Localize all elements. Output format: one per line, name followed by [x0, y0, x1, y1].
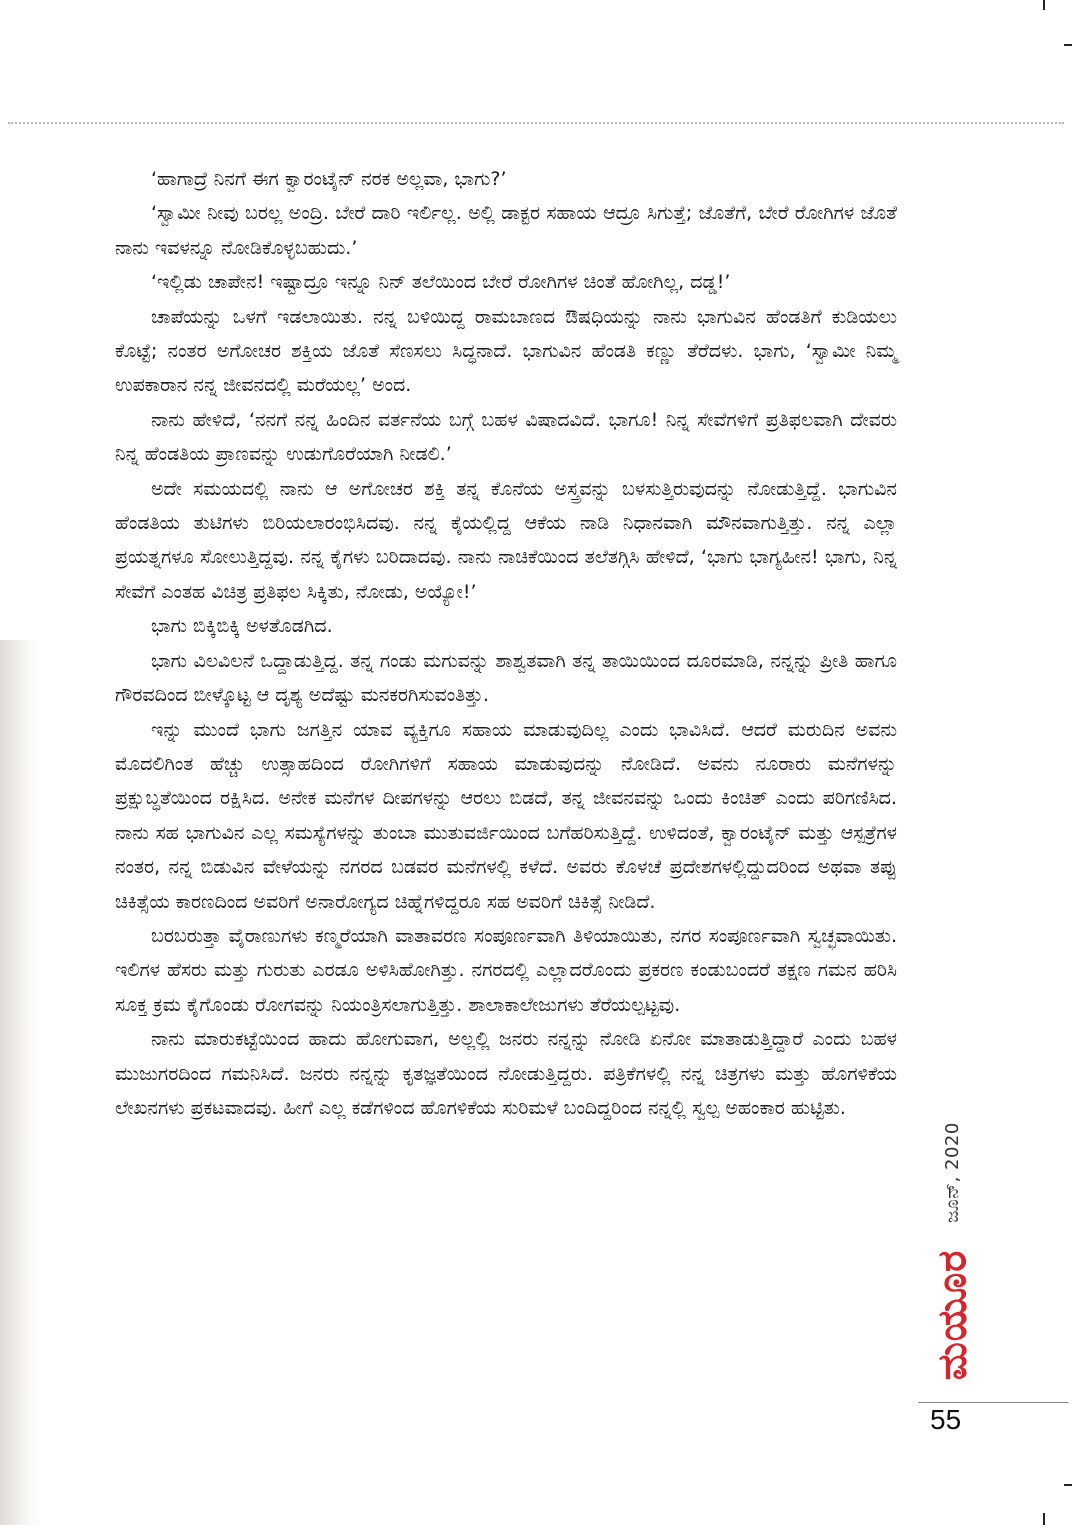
paragraph: ಇನ್ನು ಮುಂದೆ ಭಾಗು ಜಗತ್ತಿನ ಯಾವ ವ್ಯಕ್ತಿಗೂ ಸಹಾಯ ಮಾಡುವುದಿಲ್ಲ ಎಂದು ಭಾವಿಸಿದೆ. ಆದರೆ ಮರುದಿನ ಅವನು ಮೊದಲಿಗಿಂತ ಹೆಚ್ಚು ಉತ್ಸಾಹದಿಂದ ರೋಗಿಗಳಿಗೆ ಸಹಾಯ ಮಾಡುವುದನ್ನು ನೋಡಿದೆ. ಅವನು ನೂರಾರು ಮನೆಗಳನ್ನು ಪ್ರಕ್ಷುಬ್ಧತೆಯಿಂದ ರಕ್ಷಿಸಿದ. ಅನೇಕ ಮನೆಗಳ ದೀಪಗಳನ್ನು ಆರಲು ಬಿಡದೆ, ತನ್ನ ಜೀವನವನ್ನು ಒಂದು ಕಿಂಚಿತ್ ಎಂದು ಪರಿಗಣಿಸಿದ. ನಾನು ಸಹ ಭಾಗುವಿನ ಎಲ್ಲ ಸಮಸ್ಯೆಗಳನ್ನು ತುಂಬಾ ಮುತುವರ್ಜಿಯಿಂದ ಬಗೆಹರಿಸುತ್ತಿದ್ದೆ. ಉಳಿದಂತೆ, ಕ್ವಾರಂಟೈನ್ ಮತ್ತು ಆಸ್ಪತ್ರೆಗಳ ನಂತರ, ನನ್ನ ಬಿಡುವಿನ ವೇಳೆಯನ್ನು ನಗರದ ಬಡವರ ಮನೆಗಳಲ್ಲಿ ಕಳೆದೆ. ಅವರು ಕೊಳಚೆ ಪ್ರದೇಶಗಳಲ್ಲಿದ್ದುದರಿಂದ ಅಥವಾ ತಪ್ಪು ಚಿಕಿತ್ಸೆಯ ಕಾರಣದಿಂದ ಅವರಿಗೆ ಅನಾರೋಗ್ಯದ ಚಿಹ್ನೆಗಳಿದ್ದರೂ ಸಹ ಅವರಿಗೆ ಚಿಕಿತ್ಸೆ ನೀಡಿದೆ.: [115, 718, 897, 913]
footer-rule: [918, 1402, 1068, 1403]
crop-mark-bottom-right: [1064, 1484, 1072, 1486]
crop-mark-right: [1064, 44, 1072, 46]
paragraph: ನಾನು ಹೇಳಿದೆ, ‘ನನಗೆ ನನ್ನ ಹಿಂದಿನ ವರ್ತನೆಯ ಬಗ್ಗೆ ಬಹಳ ವಿಷಾದವಿದೆ. ಭಾಗೂ! ನಿನ್ನ ಸೇವೆಗಳಿಗೆ ಪ್ರತಿಫಲವಾಗಿ ದೇವರು ನಿನ್ನ ಹೆಂಡತಿಯ ಪ್ರಾಣವನ್ನು ಉಡುಗೊರೆಯಾಗಿ ನೀಡಲಿ.’: [115, 408, 897, 466]
paragraph: ಅದೇ ಸಮಯದಲ್ಲಿ ನಾನು ಆ ಅಗೋಚರ ಶಕ್ತಿ ತನ್ನ ಕೊನೆಯ ಅಸ್ತ್ರವನ್ನು ಬಳಸುತ್ತಿರುವುದನ್ನು ನೋಡುತ್ತಿದ್ದೆ. ಭಾಗುವಿನ ಹೆಂಡತಿಯ ತುಟಿಗಳು ಬಿರಿಯಲಾರಂಭಿಸಿದವು. ನನ್ನ ಕೈಯಲ್ಲಿದ್ದ ಆಕೆಯ ನಾಡಿ ನಿಧಾನವಾಗಿ ಮೌನವಾಗುತ್ತಿತ್ತು. ನನ್ನ ಎಲ್ಲಾ ಪ್ರಯತ್ನಗಳೂ ಸೋಲುತ್ತಿದ್ದವು. ನನ್ನ ಕೈಗಳು ಬರಿದಾದವು. ನಾನು ನಾಚಿಕೆಯಿಂದ ತಲೆತಗ್ಗಿಸಿ ಹೇಳಿದೆ, ‘ಭಾಗು ಭಾಗ್ಯಹೀನ! ಭಾಗು, ನಿನ್ನ ಸೇವೆಗೆ ಎಂತಹ ವಿಚಿತ್ರ ಪ್ರತಿಫಲ ಸಿಕ್ಕಿತು, ನೋಡು, ಅಯ್ಯೋ!’: [115, 477, 897, 603]
paragraph: ‘ಹಾಗಾದ್ರೆ ನಿನಗೆ ಈಗ ಕ್ವಾರಂಟೈನ್ ನರಕ ಅಲ್ಲವಾ, ಭಾಗು?’: [151, 168, 507, 190]
paragraph: ‘ಸ್ವಾಮೀ ನೀವು ಬರಲ್ಲ ಅಂದ್ರಿ. ಬೇರೆ ದಾರಿ ಇರ್ಲಿಲ್ಲ. ಅಲ್ಲಿ ಡಾಕ್ಟರ ಸಹಾಯ ಆದ್ರೂ ಸಿಗುತ್ತೆ; ಜೊತೆಗೆ, ಬೇರೆ ರೋಗಿಗಳ ಜೊತೆ ನಾನು ಇವಳನ್ನೂ ನೋಡಿಕೊಳ್ಳಬಹುದು.’: [115, 202, 897, 259]
paragraph: ನಾನು ಮಾರುಕಟ್ಟೆಯಿಂದ ಹಾದು ಹೋಗುವಾಗ, ಅಲ್ಲಲ್ಲಿ ಜನರು ನನ್ನನ್ನು ನೋಡಿ ಏನೋ ಮಾತಾಡುತ್ತಿದ್ದಾರೆ ಎಂದು ಬಹಳ ಮುಜುಗರದಿಂದ ಗಮನಿಸಿದೆ. ಜನರು ನನ್ನನ್ನು ಕೃತಜ್ಞತೆಯಿಂದ ನೋಡುತ್ತಿದ್ದರು. ಪತ್ರಿಕೆಗಳಲ್ಲಿ ನನ್ನ ಚಿತ್ರಗಳು ಮತ್ತು ಹೊಗಳಿಕೆಯ ಲೇಖನಗಳು ಪ್ರಕಟವಾದವು. ಹೀಗೆ ಎಲ್ಲ ಕಡೆಗಳಿಂದ ಹೊಗಳಿಕೆಯ ಸುರಿಮಳೆ ಬಂದಿದ್ದರಿಂದ ನನ್ನಲ್ಲಿ ಸ್ವಲ್ಪ ಅಹಂಕಾರ ಹುಟ್ಟಿತು.: [115, 1028, 897, 1119]
article-body: [115, 162, 897, 1125]
header-dotted-rule: [8, 122, 1064, 124]
magazine-logo-text: ಮಯೂರ: [929, 1249, 975, 1381]
paragraph: ಬರಬರುತ್ತಾ ವೈರಾಣುಗಳು ಕಣ್ಮರೆಯಾಗಿ ವಾತಾವರಣ ಸಂಪೂರ್ಣವಾಗಿ ತಿಳಿಯಾಯಿತು, ನಗರ ಸಂಪೂರ್ಣವಾಗಿ ಸ್ವಚ್ಛವಾಯಿತು. ಇಲಿಗಳ ಹೆಸರು ಮತ್ತು ಗುರುತು ಎರಡೂ ಅಳಿಸಿಹೋಗಿತ್ತು. ನಗರದಲ್ಲಿ ಎಲ್ಲಾದರೊಂದು ಪ್ರಕರಣ ಕಂಡುಬಂದರೆ ತಕ್ಷಣ ಗಮನ ಹರಿಸಿ ಸೂಕ್ತ ಕ್ರಮ ಕೈಗೊಂಡು ರೋಗವನ್ನು ನಿಯಂತ್ರಿಸಲಾಗುತ್ತಿತ್ತು. ಶಾಲಾಕಾಲೇಜುಗಳು ತೆರೆಯಲ್ಪಟ್ಟವು.: [115, 924, 897, 1016]
magazine-logo: [922, 1240, 982, 1390]
page-number: 55: [930, 1404, 962, 1435]
crop-mark-bottom: [1043, 1513, 1045, 1525]
paragraph: ಭಾಗು ಬಿಕ್ಕಿಬಿಕ್ಕಿ ಅಳತೊಡಗಿದ.: [151, 615, 333, 638]
left-edge-shadow: [0, 640, 42, 1525]
paragraph: ಚಾಪೆಯನ್ನು ಒಳಗೆ ಇಡಲಾಯಿತು. ನನ್ನ ಬಳಿಯಿದ್ದ ರಾಮಬಾಣದ ಔಷಧಿಯನ್ನು ನಾನು ಭಾಗುವಿನ ಹೆಂಡತಿಗೆ ಕುಡಿಯಲು ಕೊಟ್ಟೆ; ನಂತರ ಅಗೋಚರ ಶಕ್ತಿಯ ಜೊತೆ ಸೆಣಸಲು ಸಿದ್ಧನಾದೆ. ಭಾಗುವಿನ ಹೆಂಡತಿ ಕಣ್ಣು ತೆರೆದಳು. ಭಾಗು, ‘ಸ್ವಾಮೀ ನಿಮ್ಮ ಉಪಕಾರಾನ ನನ್ನ ಜೀವನದಲ್ಲಿ ಮರೆಯಲ್ಲ’ ಅಂದ.: [115, 305, 897, 397]
paragraph: ಭಾಗು ವಿಲವಿಲನೆ ಒದ್ದಾಡುತ್ತಿದ್ದ. ತನ್ನ ಗಂಡು ಮಗುವನ್ನು ಶಾಶ್ವತವಾಗಿ ತನ್ನ ತಾಯಿಯಿಂದ ದೂರಮಾಡಿ, ನನ್ನನ್ನು ಪ್ರೀತಿ ಹಾಗೂ ಗೌರವದಿಂದ ಬೀಳ್ಕೊಟ್ಟ ಆ ದೃಶ್ಯ ಅದೆಷ್ಟು ಮನಕರಗಿಸುವಂತಿತ್ತು.: [115, 649, 897, 707]
crop-mark-top: [1043, 0, 1045, 10]
issue-date-text: ಜೂನ್, 2020: [941, 1122, 963, 1223]
paragraph: ‘ಇಲ್ಲಿಡು ಚಾಪೇನ! ಇಷ್ಟಾದ್ರೂ ಇನ್ನೂ ನಿನ್ ತಲೆಯಿಂದ ಬೇರೆ ರೋಗಿಗಳ ಚಿಂತೆ ಹೋಗಿಲ್ಲ, ದಡ್ಡ!’: [151, 271, 731, 294]
issue-date: [934, 1110, 970, 1235]
